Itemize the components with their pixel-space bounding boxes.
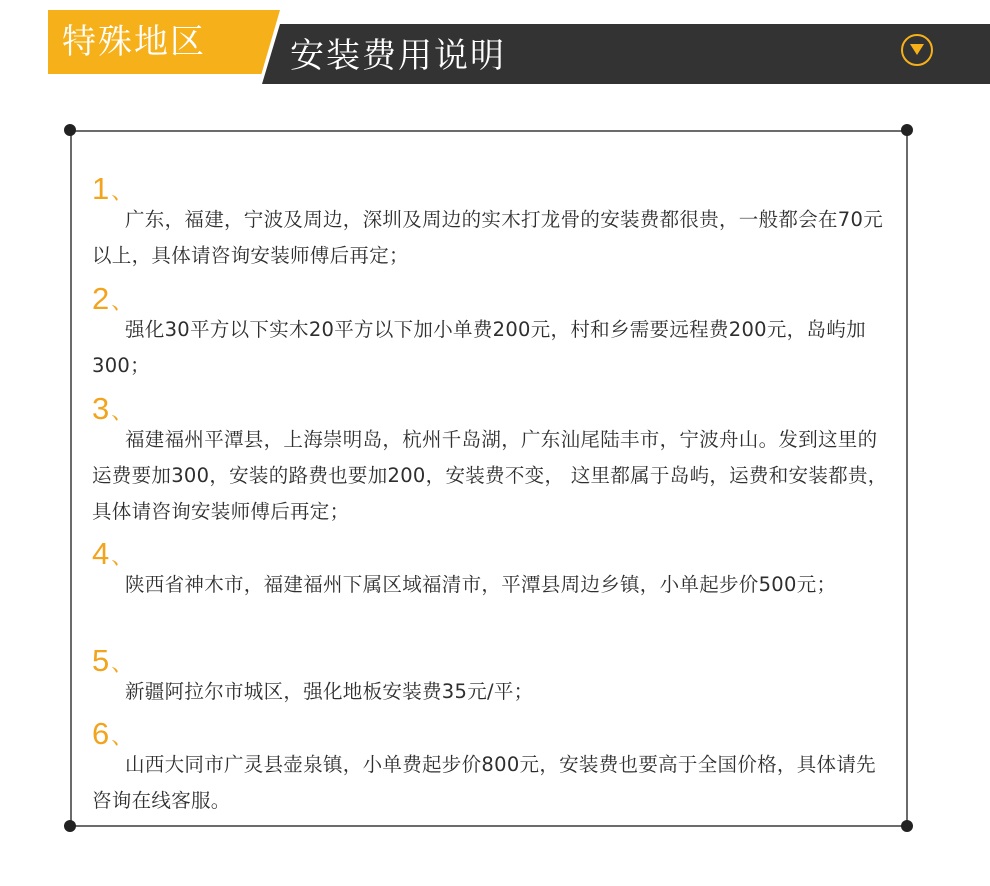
item-text: 福建福州平潭县，上海崇明岛，杭州千岛湖，广东汕尾陆丰市，宁波舟山。发到这里的运费要加300，安装的路费也要加200，安装费不变， 这里都属于岛屿，运费和安装都贵，具体请咨询安装师傅后再定； — [92, 428, 888, 523]
corner-dot — [64, 124, 76, 136]
list-item — [92, 717, 892, 819]
item-number: 4、 — [92, 536, 134, 571]
item-text: 新疆阿拉尔市城区，强化地板安装费35元/平； — [125, 680, 534, 703]
corner-dot — [64, 820, 76, 832]
item-number: 5、 — [92, 643, 134, 678]
item-text: 山西大同市广灵县壶泉镇，小单费起步价800元，安装费也要高于全国价格，具体请先咨询在线客服。 — [92, 753, 876, 812]
item-text: 陕西省神木市，福建福州下属区域福清市，平潭县周边乡镇，小单起步价500元； — [125, 573, 837, 596]
section-header — [0, 10, 990, 74]
item-number: 3、 — [92, 391, 134, 426]
corner-dot — [901, 820, 913, 832]
item-text: 强化30平方以下实木20平方以下加小单费200元，村和乡需要远程费200元，岛屿加300； — [92, 318, 866, 377]
header-tag: 特殊地区 — [62, 22, 206, 62]
item-number: 2、 — [92, 281, 134, 316]
list-item — [92, 392, 892, 530]
item-number: 1、 — [92, 171, 134, 206]
chevron-down-circle-icon — [901, 34, 933, 66]
list-item — [92, 172, 892, 274]
corner-dot — [901, 124, 913, 136]
header-title: 安装费用说明 — [290, 36, 506, 76]
list-item — [92, 644, 892, 710]
list-item — [92, 537, 892, 603]
item-number: 6、 — [92, 716, 134, 751]
list-item — [92, 282, 892, 384]
item-text: 广东，福建，宁波及周边，深圳及周边的实木打龙骨的安装费都很贵，一般都会在70元以上，具体请咨询安装师傅后再定； — [92, 208, 884, 267]
